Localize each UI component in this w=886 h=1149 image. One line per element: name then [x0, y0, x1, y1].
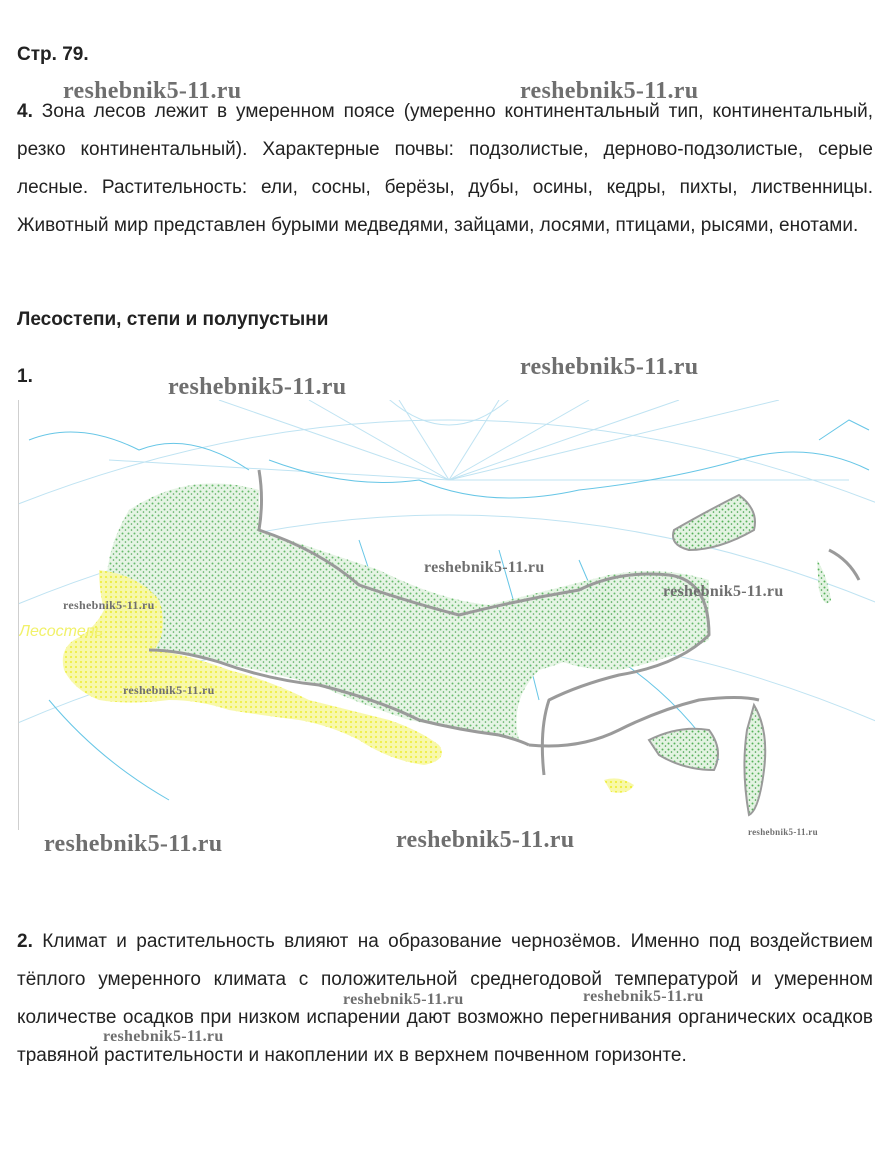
- watermark: reshebnik5-11.ru: [44, 831, 223, 857]
- map-graphic: [19, 400, 875, 830]
- paragraph-2-text: Климат и растительность влияют на образование чернозёмов. Именно под воздействием тёплого умеренного климата с положительной среднегодовой температурой и умеренном количестве осадков при низком испарении дают возможно перегнивания органических осадков травяной растительности и накоплении их в верхнем почвенном горизонте.: [17, 931, 873, 1066]
- forest-zone-sakhalin: [744, 705, 765, 815]
- watermark: reshebnik5-11.ru: [343, 991, 464, 1008]
- watermark: reshebnik5-11.ru: [63, 78, 242, 104]
- section-title: Лесостепи, степи и полупустыни: [17, 309, 329, 330]
- watermark: reshebnik5-11.ru: [748, 827, 818, 837]
- watermark: reshebnik5-11.ru: [583, 988, 704, 1005]
- forest-zone-kamchatka: [673, 495, 755, 550]
- paragraph-2-number: 2.: [17, 931, 33, 952]
- watermark: reshebnik5-11.ru: [520, 78, 699, 104]
- task-1-number: 1.: [17, 366, 33, 387]
- watermark: reshebnik5-11.ru: [123, 683, 215, 697]
- watermark: reshebnik5-11.ru: [396, 827, 575, 853]
- steppe-zone-east: [604, 778, 634, 792]
- paragraph-4-number: 4.: [17, 101, 33, 122]
- paragraph-4-text: Зона лесов лежит в умеренном поясе (умеренно континентальный тип, континентальный, резко континентальный). Характерные почвы: подзолистые, дерново-подзолистые, серые лесные. Растительность: ели, сосны, берёзы, дубы, осины, кедры, пихты, лиственницы. Животный мир представлен бурыми медведями, зайцами, лосями, птицами, рысями, енотами.: [17, 101, 873, 236]
- watermark: reshebnik5-11.ru: [424, 559, 545, 576]
- forest-zone-island: [817, 560, 831, 603]
- watermark: reshebnik5-11.ru: [520, 354, 699, 380]
- watermark: reshebnik5-11.ru: [63, 598, 155, 612]
- watermark: reshebnik5-11.ru: [663, 583, 784, 600]
- paragraph-4: [17, 93, 873, 245]
- watermark: reshebnik5-11.ru: [103, 1028, 224, 1045]
- forest-zone: [107, 483, 620, 740]
- natural-zones-map: [18, 400, 875, 830]
- map-label-forest-steppe: Лесостепь: [19, 623, 104, 640]
- watermark: reshebnik5-11.ru: [168, 374, 347, 400]
- page-reference: Стр. 79.: [17, 44, 89, 65]
- forest-zone-primorye: [649, 729, 718, 770]
